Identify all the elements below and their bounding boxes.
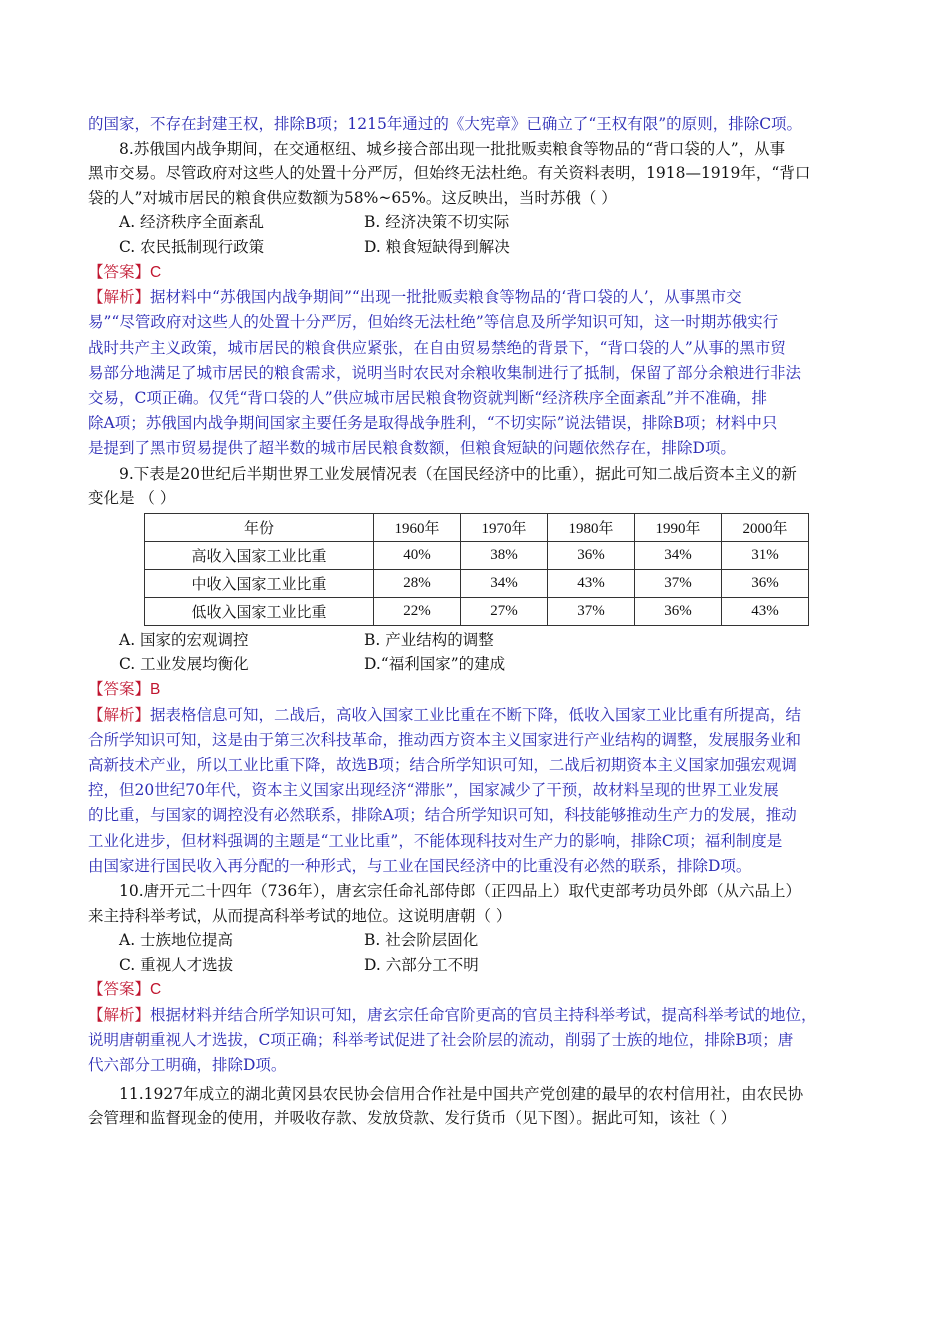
table-cell: 40% bbox=[374, 541, 461, 569]
table-cell: 中收入国家工业比重 bbox=[145, 569, 374, 597]
q10-answer-value: C bbox=[150, 981, 162, 999]
question-8 bbox=[88, 137, 868, 462]
q9-analysis-line: 合所学知识可知，这是由于第三次科技革命，推动西方资本主义国家进行产业结构的调整，发展服务业和 bbox=[88, 730, 802, 749]
q8-option-d: D. 粮食短缺得到解决 bbox=[364, 237, 510, 256]
table-cell: 34% bbox=[635, 541, 722, 569]
table-cell: 31% bbox=[722, 541, 809, 569]
q10-options-row bbox=[88, 928, 868, 953]
table-cell: 高收入国家工业比重 bbox=[145, 541, 374, 569]
table-cell: 37% bbox=[548, 597, 635, 625]
q9-analysis bbox=[88, 703, 868, 879]
q9-analysis-line: 据表格信息可知，二战后，高收入国家工业比重在不断下降，低收入国家工业比重有所提高，结 bbox=[150, 705, 802, 724]
q8-options-row bbox=[88, 235, 868, 260]
question-9 bbox=[88, 462, 868, 879]
table-row bbox=[145, 541, 809, 569]
q9-option-b: B. 产业结构的调整 bbox=[364, 630, 494, 649]
question-11 bbox=[88, 1082, 868, 1131]
table-cell: 43% bbox=[722, 597, 809, 625]
table-row bbox=[145, 569, 809, 597]
q9-analysis-line: 控，但20世纪70年代，资本主义国家出现经济“滞胀”，国家减少了干预，故材料呈现的世界工业发展 bbox=[88, 781, 779, 800]
answer-label: 【答案】 bbox=[88, 679, 151, 698]
q9-option-c: C. 工业发展均衡化 bbox=[119, 655, 249, 674]
q10-analysis bbox=[88, 1003, 868, 1079]
q8-analysis-line: 除A项；苏俄国内战争期间国家主要任务是取得战争胜利，“不切实际”说法错误，排除B项；材料中只 bbox=[88, 414, 778, 433]
q8-analysis-line: 战时共产主义政策，城市居民的粮食供应紧张，在自由贸易禁绝的背景下，“背口袋的人”从事的黑市贸 bbox=[88, 338, 786, 357]
answer-label: 【答案】 bbox=[88, 980, 151, 999]
table-cell: 低收入国家工业比重 bbox=[145, 597, 374, 625]
table-header-cell: 1990年 bbox=[635, 513, 722, 541]
q9-options-row bbox=[88, 652, 868, 677]
q7-analysis-tail: 的国家，不存在封建王权，排除B项；1215年通过的《大宪章》已确立了“王权有限”的原则，排除C项。 bbox=[88, 115, 803, 133]
q8-answer bbox=[88, 260, 868, 286]
q10-analysis-line: 说明唐朝重视人才选拔，C项正确；科举考试促进了社会阶层的流动，削弱了士族的地位，排除B项；唐 bbox=[88, 1031, 794, 1050]
q9-analysis-line: 高新技术产业，所以工业比重下降，故选B项；结合所学知识可知，二战后初期资本主义国家加强宏观调 bbox=[88, 755, 797, 774]
table-cell: 34% bbox=[461, 569, 548, 597]
table-header-row bbox=[145, 513, 809, 541]
table-cell: 22% bbox=[374, 597, 461, 625]
q10-analysis-line: 根据材料并结合所学知识可知，唐玄宗任命官阶更高的官员主持科举考试，提高科举考试的地位， bbox=[150, 1005, 817, 1024]
analysis-label: 【解析】 bbox=[88, 288, 151, 307]
table-cell: 37% bbox=[635, 569, 722, 597]
q8-analysis-line: 据材料中“苏俄国内战争期间”“出现一批批贩卖粮食等物品的‘背口袋的人’，从事黑市交 bbox=[150, 288, 742, 307]
q9-analysis-line: 的比重，与国家的调控没有必然联系，排除A项；结合所学知识可知，科技能够推动生产力的发展，推动 bbox=[88, 806, 797, 825]
q9-stem-line: 变化是 （ ） bbox=[88, 489, 176, 508]
document-page bbox=[88, 112, 868, 1131]
q9-answer bbox=[88, 677, 868, 703]
q9-stem-line: 9.下表是20世纪后半期世界工业发展情况表（在国民经济中的比重），据此可知二战后资本主义的新 bbox=[119, 464, 797, 483]
q9-analysis-line: 工业化进步，但材料强调的主题是“工业比重”，不能体现科技对生产力的影响，排除C项；福利制度是 bbox=[88, 831, 783, 850]
q8-stem-line: 黑市交易。尽管政府对这些人的处置十分严厉，但始终无法杜绝。有关资料表明，1918—1919年，“背口 bbox=[88, 164, 811, 183]
table-header-cell: 1970年 bbox=[461, 513, 548, 541]
q9-data-table bbox=[144, 513, 809, 626]
table-row bbox=[145, 597, 809, 625]
q9-options-row bbox=[88, 628, 868, 653]
q8-analysis-line: 交易，C项正确。仅凭“背口袋的人”供应城市居民粮食物资就判断“经济秩序全面紊乱”并不准确，排 bbox=[88, 388, 768, 407]
question-10 bbox=[88, 879, 868, 1079]
q8-analysis-line: 易部分地满足了城市居民的粮食需求，说明当时农民对余粮收集制进行了抵制，保留了部分余粮进行非法 bbox=[88, 363, 802, 382]
q10-stem-line: 来主持科举考试，从而提高科举考试的地位。这说明唐朝（ ） bbox=[88, 906, 512, 925]
table-cell: 27% bbox=[461, 597, 548, 625]
table-cell: 43% bbox=[548, 569, 635, 597]
analysis-label: 【解析】 bbox=[88, 705, 151, 724]
q9-answer-value: B bbox=[150, 680, 161, 698]
q11-stem-line: 11.1927年成立的湖北黄冈县农民协会信用合作社是中国共产党创建的最早的农村信用社，由农民协 bbox=[119, 1084, 804, 1103]
table-cell: 38% bbox=[461, 541, 548, 569]
q9-analysis-line: 由国家进行国民收入再分配的一种形式，与工业在国民经济中的比重没有必然的联系，排除D项。 bbox=[88, 856, 752, 875]
answer-label: 【答案】 bbox=[88, 262, 151, 281]
q10-option-b: B. 社会阶层固化 bbox=[364, 931, 479, 950]
q10-option-a: A. 士族地位提高 bbox=[119, 931, 234, 950]
q8-answer-value: C bbox=[150, 263, 162, 281]
q10-stem-line: 10.唐开元二十四年（736年），唐玄宗任命礼部侍郎（正四品上）取代吏部考功员外郎（从六品上） bbox=[119, 881, 801, 900]
q8-analysis-line: 是提到了黑市贸易提供了超半数的城市居民粮食数额，但粮食短缺的问题依然存在，排除D项。 bbox=[88, 439, 736, 458]
table-cell: 36% bbox=[635, 597, 722, 625]
table-cell: 36% bbox=[548, 541, 635, 569]
table-cell: 28% bbox=[374, 569, 461, 597]
table-header-cell: 1980年 bbox=[548, 513, 635, 541]
q9-option-a: A. 国家的宏观调控 bbox=[119, 630, 249, 649]
analysis-label: 【解析】 bbox=[88, 1005, 151, 1024]
q10-analysis-line: 代六部分工明确，排除D项。 bbox=[88, 1056, 287, 1075]
table-header-cell: 年份 bbox=[145, 513, 374, 541]
q9-option-d: D.“福利国家”的建成 bbox=[364, 655, 506, 674]
q8-options-row bbox=[88, 210, 868, 235]
q10-option-c: C. 重视人才选拔 bbox=[119, 955, 234, 974]
q8-stem-line: 8.苏俄国内战争期间，在交通枢纽、城乡接合部出现一批批贩卖粮食等物品的“背口袋的人”，从事 bbox=[119, 139, 786, 158]
q10-answer bbox=[88, 977, 868, 1003]
q8-analysis bbox=[88, 285, 868, 461]
q11-stem-line: 会管理和监督现金的使用，并吸收存款、发放贷款、发行货币（见下图）。据此可知，该社（ ） bbox=[88, 1109, 737, 1128]
table-header-cell: 1960年 bbox=[374, 513, 461, 541]
q8-option-b: B. 经济决策不切实际 bbox=[364, 213, 510, 232]
q8-option-a: A. 经济秩序全面紊乱 bbox=[119, 213, 265, 232]
table-header-cell: 2000年 bbox=[722, 513, 809, 541]
q10-option-d: D. 六部分工不明 bbox=[364, 955, 479, 974]
q10-options-row bbox=[88, 953, 868, 978]
q8-analysis-line: 易”“尽管政府对这些人的处置十分严厉，但始终无法杜绝”等信息及所学知识可知，这一时期苏俄实行 bbox=[88, 313, 779, 332]
q8-stem-line: 袋的人”对城市居民的粮食供应数额为58%~65%。这反映出，当时苏俄（ ） bbox=[88, 188, 617, 207]
q8-option-c: C. 农民抵制现行政策 bbox=[119, 237, 265, 256]
table-cell: 36% bbox=[722, 569, 809, 597]
